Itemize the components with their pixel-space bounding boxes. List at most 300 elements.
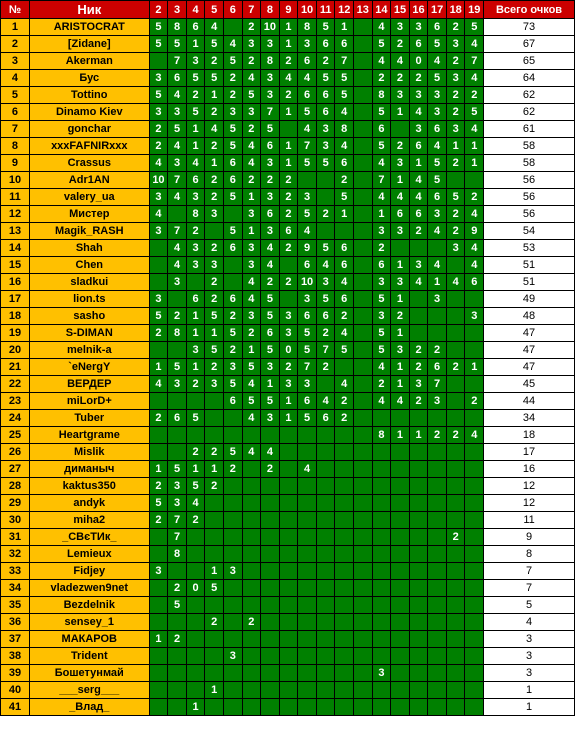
score-cell [242, 699, 261, 716]
score-cell [335, 495, 354, 512]
score-cell: 3 [316, 121, 335, 138]
score-cell [465, 325, 484, 342]
score-cell [354, 342, 373, 359]
total-cell: 1 [484, 699, 575, 716]
score-cell: 7 [168, 223, 187, 240]
score-cell [409, 291, 428, 308]
score-cell [428, 495, 447, 512]
place-cell: 4 [1, 70, 30, 87]
score-cell [409, 631, 428, 648]
score-cell: 2 [242, 121, 261, 138]
table-row [1, 155, 575, 172]
score-cell [409, 546, 428, 563]
score-cell [465, 342, 484, 359]
score-cell [354, 19, 373, 36]
stage-column-header: 13 [354, 1, 373, 19]
score-cell: 5 [205, 342, 224, 359]
score-cell: 2 [391, 138, 410, 155]
score-cell: 2 [391, 70, 410, 87]
score-cell: 2 [409, 393, 428, 410]
total-cell: 7 [484, 580, 575, 597]
score-cell: 8 [372, 87, 391, 104]
score-cell: 1 [261, 376, 280, 393]
score-cell: 4 [372, 19, 391, 36]
score-cell [465, 597, 484, 614]
score-cell [298, 546, 317, 563]
score-cell [223, 478, 242, 495]
score-cell: 8 [168, 546, 187, 563]
score-cell [242, 495, 261, 512]
score-cell [335, 223, 354, 240]
nick-cell: ___serg___ [29, 682, 149, 699]
score-cell: 4 [261, 257, 280, 274]
score-cell: 5 [298, 155, 317, 172]
score-cell: 2 [372, 240, 391, 257]
place-cell: 30 [1, 512, 30, 529]
score-cell [223, 512, 242, 529]
score-cell [261, 682, 280, 699]
score-cell [372, 648, 391, 665]
score-cell [335, 529, 354, 546]
score-cell: 5 [372, 36, 391, 53]
place-cell: 15 [1, 257, 30, 274]
score-cell [279, 614, 298, 631]
score-cell: 10 [149, 172, 168, 189]
score-cell: 4 [428, 138, 447, 155]
total-cell: 62 [484, 87, 575, 104]
score-cell: 3 [316, 138, 335, 155]
score-cell [168, 342, 187, 359]
score-cell [354, 580, 373, 597]
score-cell [335, 648, 354, 665]
score-cell [428, 529, 447, 546]
score-cell [391, 495, 410, 512]
score-cell: 2 [428, 342, 447, 359]
table-row [1, 563, 575, 580]
total-cell: 58 [484, 155, 575, 172]
nick-cell: S-DIMAN [29, 325, 149, 342]
nick-cell: Tuber [29, 410, 149, 427]
score-cell [446, 376, 465, 393]
score-cell: 3 [242, 36, 261, 53]
score-cell: 9 [298, 240, 317, 257]
stage-column-header: 10 [298, 1, 317, 19]
score-cell: 7 [261, 104, 280, 121]
score-cell: 4 [242, 70, 261, 87]
total-cell: 12 [484, 495, 575, 512]
score-cell: 4 [372, 155, 391, 172]
score-cell: 6 [186, 19, 205, 36]
nick-cell: `eNergY [29, 359, 149, 376]
score-cell: 4 [242, 291, 261, 308]
score-cell: 6 [428, 121, 447, 138]
score-cell [465, 291, 484, 308]
score-cell [465, 699, 484, 716]
score-cell: 5 [149, 308, 168, 325]
table-row [1, 104, 575, 121]
score-cell: 4 [168, 240, 187, 257]
score-cell [354, 614, 373, 631]
score-cell [298, 427, 317, 444]
score-cell: 2 [223, 342, 242, 359]
score-cell [372, 682, 391, 699]
score-cell: 4 [335, 138, 354, 155]
score-cell: 5 [168, 121, 187, 138]
score-cell [354, 495, 373, 512]
score-cell: 2 [261, 274, 280, 291]
total-cell: 4 [484, 614, 575, 631]
score-cell [316, 495, 335, 512]
score-cell: 2 [186, 376, 205, 393]
score-cell: 5 [316, 291, 335, 308]
score-cell [186, 529, 205, 546]
score-cell: 3 [446, 70, 465, 87]
score-cell [335, 580, 354, 597]
score-cell: 4 [428, 223, 447, 240]
score-cell: 3 [391, 274, 410, 291]
score-cell: 5 [168, 359, 187, 376]
stage-column-header: 15 [391, 1, 410, 19]
score-cell: 7 [168, 53, 187, 70]
total-cell: 73 [484, 19, 575, 36]
score-cell [335, 563, 354, 580]
score-cell: 3 [279, 376, 298, 393]
score-cell [354, 53, 373, 70]
score-cell: 3 [168, 376, 187, 393]
score-cell [223, 614, 242, 631]
place-cell: 14 [1, 240, 30, 257]
score-cell: 2 [316, 359, 335, 376]
score-cell: 5 [428, 70, 447, 87]
score-cell [446, 631, 465, 648]
table-row [1, 529, 575, 546]
score-cell: 5 [298, 104, 317, 121]
score-cell [223, 495, 242, 512]
score-cell [149, 648, 168, 665]
score-cell [316, 631, 335, 648]
score-cell [446, 478, 465, 495]
score-cell: 1 [205, 682, 224, 699]
score-cell [186, 665, 205, 682]
score-cell: 3 [186, 257, 205, 274]
score-cell: 4 [168, 257, 187, 274]
score-cell [354, 563, 373, 580]
score-cell [279, 121, 298, 138]
score-cell [149, 53, 168, 70]
score-cell [354, 87, 373, 104]
score-cell: 6 [298, 257, 317, 274]
score-cell: 5 [261, 308, 280, 325]
place-cell: 35 [1, 597, 30, 614]
score-cell [298, 631, 317, 648]
score-cell: 5 [372, 138, 391, 155]
place-cell: 9 [1, 155, 30, 172]
score-cell [298, 444, 317, 461]
score-cell: 4 [186, 155, 205, 172]
place-cell: 31 [1, 529, 30, 546]
score-cell [354, 36, 373, 53]
score-cell: 6 [168, 410, 187, 427]
score-cell [168, 682, 187, 699]
score-cell: 3 [391, 19, 410, 36]
score-cell: 4 [316, 393, 335, 410]
score-cell [428, 410, 447, 427]
score-cell [391, 597, 410, 614]
score-cell [465, 563, 484, 580]
table-row [1, 36, 575, 53]
score-cell: 2 [168, 308, 187, 325]
table-row [1, 580, 575, 597]
score-cell [354, 546, 373, 563]
score-cell: 2 [279, 189, 298, 206]
score-cell: 4 [372, 393, 391, 410]
score-cell [298, 648, 317, 665]
score-cell: 2 [205, 444, 224, 461]
total-cell: 12 [484, 478, 575, 495]
score-cell: 4 [409, 274, 428, 291]
score-cell: 5 [223, 138, 242, 155]
score-cell: 4 [465, 240, 484, 257]
score-cell: 6 [261, 206, 280, 223]
score-cell [465, 665, 484, 682]
score-cell: 2 [242, 53, 261, 70]
stage-column-header: 18 [446, 1, 465, 19]
place-cell: 17 [1, 291, 30, 308]
table-row [1, 699, 575, 716]
score-cell: 3 [261, 410, 280, 427]
score-cell: 6 [409, 36, 428, 53]
score-cell: 6 [428, 189, 447, 206]
place-cell: 37 [1, 631, 30, 648]
score-cell [465, 546, 484, 563]
score-cell [354, 512, 373, 529]
nick-cell: Tottino [29, 87, 149, 104]
score-cell [391, 665, 410, 682]
score-cell [446, 444, 465, 461]
score-cell: 2 [205, 240, 224, 257]
score-cell: 1 [279, 393, 298, 410]
score-cell: 6 [279, 223, 298, 240]
score-cell: 5 [372, 104, 391, 121]
score-cell [223, 19, 242, 36]
score-cell [242, 529, 261, 546]
score-cell: 2 [242, 19, 261, 36]
score-cell [149, 682, 168, 699]
score-cell: 3 [223, 359, 242, 376]
place-cell: 6 [1, 104, 30, 121]
score-cell [279, 495, 298, 512]
score-cell: 4 [242, 410, 261, 427]
score-cell: 4 [261, 240, 280, 257]
score-cell [168, 206, 187, 223]
score-cell: 4 [465, 427, 484, 444]
score-cell [372, 614, 391, 631]
score-cell: 2 [446, 427, 465, 444]
score-cell [316, 648, 335, 665]
total-cell: 51 [484, 257, 575, 274]
table-row [1, 257, 575, 274]
score-cell [205, 223, 224, 240]
score-cell [168, 563, 187, 580]
score-cell [391, 631, 410, 648]
score-cell [354, 478, 373, 495]
score-cell: 1 [149, 461, 168, 478]
score-cell: 4 [223, 36, 242, 53]
score-cell [168, 291, 187, 308]
score-cell: 3 [298, 189, 317, 206]
score-cell [354, 223, 373, 240]
score-cell: 6 [298, 308, 317, 325]
score-cell: 6 [335, 36, 354, 53]
score-cell: 5 [465, 104, 484, 121]
score-cell: 1 [391, 104, 410, 121]
score-cell [391, 444, 410, 461]
score-cell [261, 563, 280, 580]
score-cell [354, 257, 373, 274]
score-cell [391, 478, 410, 495]
score-cell: 5 [186, 104, 205, 121]
table-row [1, 342, 575, 359]
score-cell: 3 [409, 376, 428, 393]
score-cell [279, 563, 298, 580]
score-cell: 5 [186, 410, 205, 427]
total-cell: 56 [484, 172, 575, 189]
score-cell: 4 [168, 189, 187, 206]
score-cell: 2 [446, 19, 465, 36]
score-cell [316, 376, 335, 393]
total-cell: 8 [484, 546, 575, 563]
score-cell [279, 291, 298, 308]
score-cell: 2 [279, 240, 298, 257]
table-row [1, 121, 575, 138]
score-cell [242, 512, 261, 529]
score-cell: 1 [428, 274, 447, 291]
score-cell [409, 580, 428, 597]
score-cell: 1 [186, 461, 205, 478]
score-cell: 0 [279, 342, 298, 359]
score-cell: 2 [279, 206, 298, 223]
score-cell [223, 274, 242, 291]
score-cell [446, 308, 465, 325]
score-cell [168, 648, 187, 665]
score-cell: 2 [223, 87, 242, 104]
place-cell: 12 [1, 206, 30, 223]
score-cell: 1 [186, 699, 205, 716]
score-cell: 5 [298, 206, 317, 223]
nick-cell: Dinamo Kiev [29, 104, 149, 121]
total-cell: 56 [484, 206, 575, 223]
score-cell: 5 [149, 495, 168, 512]
score-cell [149, 240, 168, 257]
score-cell [223, 699, 242, 716]
score-cell [149, 529, 168, 546]
score-cell [242, 427, 261, 444]
score-cell: 1 [149, 631, 168, 648]
score-cell: 3 [279, 308, 298, 325]
score-cell: 3 [391, 223, 410, 240]
score-cell: 6 [223, 172, 242, 189]
nick-cell: Heartgrame [29, 427, 149, 444]
score-cell: 6 [428, 359, 447, 376]
score-cell: 6 [316, 87, 335, 104]
total-cell: 7 [484, 563, 575, 580]
score-cell: 6 [372, 257, 391, 274]
nick-cell: ARISTOCRAT [29, 19, 149, 36]
score-cell [316, 189, 335, 206]
place-cell: 1 [1, 19, 30, 36]
score-cell: 8 [372, 427, 391, 444]
table-row [1, 172, 575, 189]
score-cell [446, 563, 465, 580]
score-cell: 2 [186, 512, 205, 529]
score-cell: 2 [223, 461, 242, 478]
score-cell: 3 [465, 308, 484, 325]
score-cell [428, 512, 447, 529]
place-cell: 21 [1, 359, 30, 376]
score-cell [279, 580, 298, 597]
nick-cell: Crassus [29, 155, 149, 172]
score-cell [316, 427, 335, 444]
score-cell [223, 529, 242, 546]
total-cell: 65 [484, 53, 575, 70]
score-cell [279, 631, 298, 648]
score-cell: 3 [168, 495, 187, 512]
total-cell: 3 [484, 631, 575, 648]
score-cell: 1 [391, 427, 410, 444]
place-cell: 3 [1, 53, 30, 70]
table-row [1, 291, 575, 308]
score-cell: 3 [428, 291, 447, 308]
score-cell [242, 546, 261, 563]
score-cell: 5 [186, 70, 205, 87]
score-cell: 4 [428, 257, 447, 274]
total-cell: 17 [484, 444, 575, 461]
table-row [1, 240, 575, 257]
score-cell [242, 563, 261, 580]
score-cell: 3 [168, 104, 187, 121]
score-cell: 3 [298, 376, 317, 393]
score-cell: 3 [242, 104, 261, 121]
place-cell: 41 [1, 699, 30, 716]
score-cell: 5 [205, 70, 224, 87]
score-cell [354, 70, 373, 87]
score-cell [279, 648, 298, 665]
score-cell: 2 [316, 53, 335, 70]
score-cell: 2 [279, 53, 298, 70]
score-cell: 6 [186, 291, 205, 308]
score-cell [465, 512, 484, 529]
score-cell [149, 614, 168, 631]
score-cell [409, 682, 428, 699]
score-cell [335, 478, 354, 495]
score-cell [465, 495, 484, 512]
score-cell: 3 [261, 87, 280, 104]
nick-cell: Мистер [29, 206, 149, 223]
score-cell: 1 [391, 359, 410, 376]
nick-cell: sladkui [29, 274, 149, 291]
score-cell [335, 359, 354, 376]
score-cell: 2 [149, 325, 168, 342]
nick-cell: xxxFAFNIRxxx [29, 138, 149, 155]
score-cell: 5 [223, 376, 242, 393]
place-cell: 40 [1, 682, 30, 699]
score-cell: 1 [205, 87, 224, 104]
score-cell [446, 257, 465, 274]
stage-column-header: 12 [335, 1, 354, 19]
nick-cell: Adr1AN [29, 172, 149, 189]
score-cell [223, 410, 242, 427]
score-cell [465, 172, 484, 189]
